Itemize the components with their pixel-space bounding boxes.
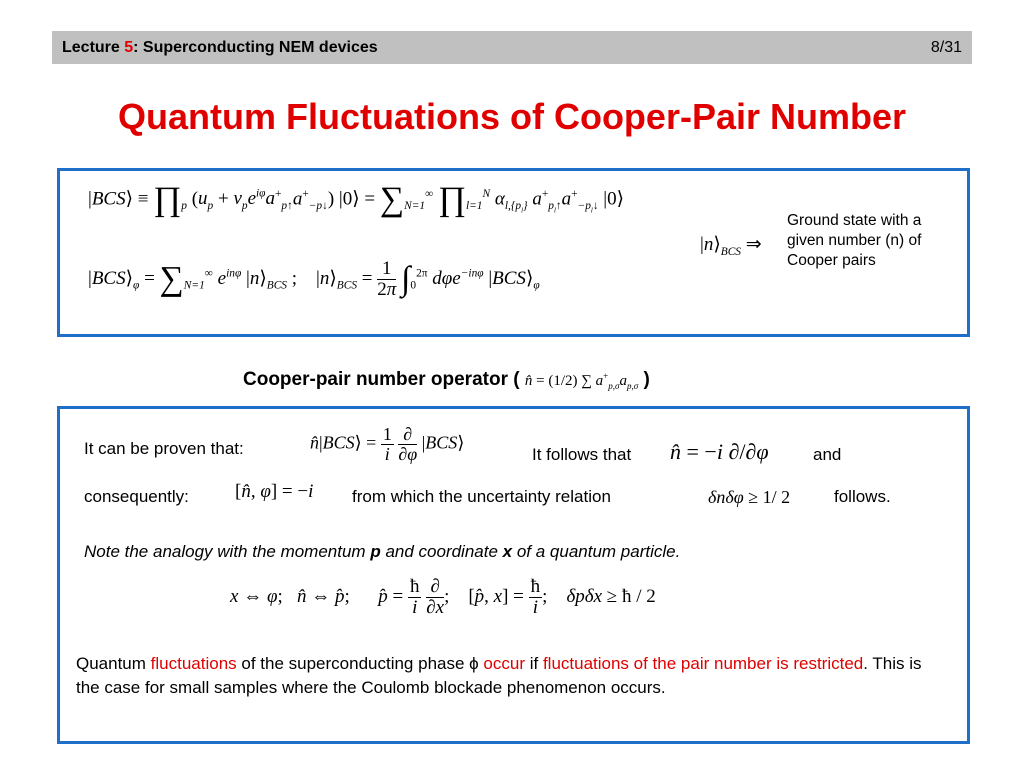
- lecture-title: [62, 39, 378, 57]
- number-operator-formula: n̂ = (1/2) ∑ $a^+_{p,\sigma}a_{p,\sigma}$: [524, 371, 639, 391]
- follows-end: follows.: [834, 487, 891, 506]
- lecture-number: 5: [124, 39, 134, 56]
- analogy-note-text-2: and coordinate: [380, 542, 503, 561]
- operator-heading-prefix: Cooper-pair number operator (: [243, 369, 520, 390]
- final-text-phi: ϕ: [469, 654, 479, 673]
- and-label: and: [813, 445, 842, 464]
- uncertainty-label: from which the uncertainty relation: [352, 487, 611, 506]
- ground-state-note: Ground state with a given number (n) of Cooper pairs: [787, 212, 922, 269]
- operator-heading-suffix: ): [643, 369, 650, 390]
- final-text-fluctuations: fluctuations: [150, 654, 237, 673]
- analogy-equations: x ⇔ φ; n̂ ⇔ p̂; p̂ = $\frac{ħ}{i}$ $\frac{\partial}{\partial x}$ ; [p̂, x] = $\frac{ħ}{i}$ ; δpδx ≥ ħ / 2: [230, 576, 656, 618]
- operator-box: [57, 406, 970, 744]
- operator-heading: [243, 369, 650, 391]
- analogy-note-text-3: of a quantum particle.: [512, 542, 681, 561]
- follows-equation: n̂ = −i ∂/∂φ: [670, 439, 769, 464]
- final-paragraph: [76, 652, 946, 700]
- commutator-equation: [n̂, φ] = −i: [235, 481, 314, 502]
- proven-equation: n̂|BCS⟩ = $\frac{1}{i}$ $\frac{\partial}{\partial\varphi}$ |BCS⟩: [310, 424, 465, 464]
- analogy-note-text-1: Note the analogy with the momentum: [84, 542, 371, 561]
- analogy-note-x: x: [502, 542, 513, 561]
- analogy-note: [84, 542, 680, 562]
- final-text-3: of the superconducting phase: [236, 654, 470, 673]
- lecture-topic: : Superconducting NEM devices: [133, 39, 378, 56]
- final-text-1: Quantum: [76, 654, 151, 673]
- bcs-equation-2: $|BCS⟩_\varphi = \sum_{N=1}^\infty$ $e^{in\varphi}$ $|n⟩_{BCS}$ ; $|n⟩_{BCS}$ = $\frac{1}{2\pi}$ $\int_0^{2\pi}$ dφe$^{-in\varphi}$ $|BCS⟩_\varphi$: [88, 258, 540, 300]
- uncertainty-equation: δnδφ ≥ 1/ 2: [708, 487, 791, 507]
- slide-title: Quantum Fluctuations of Cooper-Pair Number: [117, 96, 907, 137]
- follows-label: It follows that: [532, 445, 632, 464]
- final-text-if: if: [524, 654, 543, 673]
- page-number: 8/31: [930, 39, 962, 56]
- final-text-8: . This is the case for small samples where the Coulomb blockade phenomenon occurs.: [76, 654, 922, 697]
- bcs-equation-1: |BCS⟩ ≡ $\prod_p$ $(u_p + v_pe^{i\varphi}a^+_{p↑}a^+_{-p↓})$ |0⟩ = $\sum_{N=1}^\infty$ $\prod_{l=1}^N$ $\alpha_{l,\{p_l\}}$ $a^+_{p_l↑}a^+_{-p_l↓}$ |0⟩: [88, 181, 624, 218]
- analogy-note-p: p: [370, 542, 381, 561]
- n-bcs-arrow: $|n⟩_{BCS}$ ⇒: [700, 234, 762, 258]
- final-text-restricted: fluctuations of the pair number is restricted: [542, 654, 864, 673]
- proven-label: It can be proven that:: [84, 439, 244, 458]
- lecture-prefix: Lecture: [62, 39, 125, 56]
- consequently-label: consequently:: [84, 487, 189, 506]
- bcs-state-box: [57, 168, 970, 337]
- header-bar: [52, 31, 972, 64]
- final-text-occur: occur: [478, 654, 525, 673]
